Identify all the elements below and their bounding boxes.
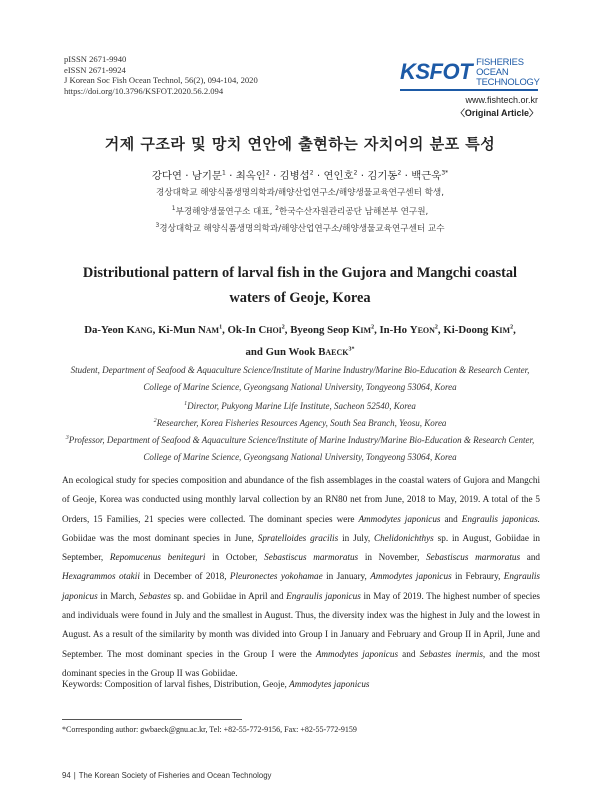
author-name: 최옥인 — [235, 170, 266, 182]
abstract-text: sp. and Gobiidae in April and — [170, 590, 287, 601]
author-separator: · — [401, 170, 412, 182]
logo-underline — [400, 89, 538, 91]
article-type: 〈Original Article〉 — [455, 108, 538, 118]
journal-meta — [64, 54, 258, 96]
author-name: Ki-Doong Kim — [443, 324, 511, 336]
species-name: Sebastes — [139, 590, 171, 601]
author-sup: 2 — [309, 169, 314, 177]
footnote-divider — [62, 719, 242, 720]
author-separator: · — [357, 170, 368, 182]
english-title-line1: Distributional pattern of larval fish in the Gujora and Mangchi coastal — [82, 265, 518, 281]
english-authors-line2 — [0, 341, 600, 363]
author-name: 강다연 — [151, 170, 182, 182]
author-name: Byeong Seop Kim — [290, 324, 372, 336]
abstract-text: in November, — [358, 552, 427, 563]
english-affiliation-1 — [0, 362, 600, 396]
footer-separator: | — [73, 771, 76, 780]
affil-text: 부경해양생물연구소 대표, — [175, 207, 276, 217]
abstract-text: and — [520, 552, 541, 563]
author-name: 남기문 — [191, 170, 222, 182]
logo-mark: KSFOT — [400, 59, 473, 84]
affil-text: Researcher, Korea Fisheries Resources Agency, South Sea Branch, Yeosu, Korea — [156, 418, 447, 428]
species-name: Ammodytes japonicus — [358, 513, 441, 524]
author-sup: 2 — [265, 169, 270, 177]
logo-line2: TECHNOLOGY — [476, 76, 540, 87]
english-authors-line1: Da-Yeon Kang, Ki-Mun Nam$^1$, Ok-In Choi$^2$, Byeong Seop Kim$^2$, In-Ho Yeon$^2$, Ki-Doong Kim$^2$, — [84, 324, 516, 336]
species-name: Repomucenus beniteguri — [109, 552, 206, 563]
abstract-text: in October, — [205, 552, 265, 563]
pissn: pISSN 2671-9940 — [64, 54, 127, 64]
korean-title: 거제 구조라 및 망치 연안에 출현하는 자치어의 분포 특성 — [104, 135, 496, 153]
korean-authors — [0, 167, 600, 182]
author-separator: · — [225, 170, 236, 182]
abstract-text: in May of 2019. The highest number of species and individuals were found in July and the smallest in August. Thus, the diversity index was the highest in July and the lowest in August. As a result of the similarity by month was divided into Group I in January and February and Group II in April, June and September. The most dominant species in the Group I were the — [62, 590, 540, 659]
affil-text: College of Marine Science, Gyeongsang National University, Tongyeong 53064, Korea — [143, 382, 457, 392]
author-name: 김기동 — [367, 170, 398, 182]
korean-affiliation-2 — [0, 205, 600, 217]
affil-text: College of Marine Science, Gyeongsang National University, Tongyeong 53064, Korea — [143, 452, 457, 462]
author-name: In-Ho Yeon — [379, 324, 435, 336]
abstract-text: in Febraury, — [451, 571, 504, 582]
author-sup: 2 — [281, 324, 285, 331]
species-name: Engraulis japonicas. — [461, 513, 540, 524]
species-name: Chelidonichthys — [374, 532, 434, 543]
doi-link[interactable]: https://doi.org/10.3796/KSFOT.2020.56.2.094 — [64, 85, 224, 96]
keywords-label: Keywords: — [62, 679, 105, 689]
abstract-text: in March, — [97, 590, 140, 601]
author-separator: · — [313, 170, 324, 182]
corresponding-author-footnote: *Corresponding author: gwbaeck@gnu.ac.kr, Tel: +82-55-772-9156, Fax: +82-55-772-9159 — [62, 725, 357, 734]
author-sup: 2 — [397, 169, 402, 177]
journal-citation: J Korean Soc Fish Ocean Technol, 56(2), 094-104, 2020 — [64, 75, 258, 86]
author-name: and Gun Wook Baeck — [245, 346, 349, 358]
author-sup: 3* — [441, 169, 449, 177]
author-sup: 1 — [219, 324, 223, 331]
species-name: Sebastes inermis, — [419, 648, 486, 659]
species-name: Sebastiscus marmoratus — [426, 552, 521, 563]
affil-text: Director, Pukyong Marine Life Institute, Sacheon 52540, Korea — [187, 401, 416, 411]
species-name: Hexagrammos otakii — [62, 571, 140, 582]
korean-affiliation-1: 경상대학교 해양식품생명의학과/해양산업연구소/해양생물교육연구센터 학생, — [156, 188, 444, 198]
species-name: Ammodytes japonicus — [315, 648, 399, 659]
author-separator: · — [269, 170, 280, 182]
english-authors — [0, 319, 600, 363]
affil-text: Professor, Department of Seafood & Aquaculture Science/Institute of Marine Industry/Marine Bio-Education & Research Center, — [68, 435, 535, 445]
author-name: 연인호 — [323, 170, 354, 182]
journal-url[interactable]: www.fishtech.or.kr — [465, 95, 538, 105]
species-name: Pleuronectes yokohamae — [229, 571, 323, 582]
author-name: 김병섭 — [279, 170, 310, 182]
abstract-text: in January, — [322, 571, 371, 582]
eissn: eISSN 2671-9924 — [64, 64, 126, 75]
author-name: Ki-Mun Nam — [158, 324, 220, 336]
author-sup: 2 — [371, 324, 375, 331]
page-footer — [62, 771, 271, 780]
author-sup: 3* — [348, 346, 355, 353]
species-name: Sebastiscus marmoratus — [264, 552, 359, 563]
abstract-text: and the most dominant species in the Group II was Gobiidae. — [62, 648, 541, 678]
affil-text: Student, Department of Seafood & Aquaculture Science/Institute of Marine Industry/Marine Bio-Education & Research Center, — [70, 365, 530, 375]
author-sup: 2 — [353, 169, 358, 177]
logo-wordmark — [476, 57, 540, 87]
abstract — [62, 471, 540, 683]
author-name: Ok-In Choi — [227, 324, 282, 336]
society-name: The Korean Society of Fisheries and Ocean Technology — [78, 771, 272, 780]
abstract-text: and — [398, 648, 420, 659]
abstract-text: An ecological study for species composition and abundance of the fish assemblages in the coastal waters of Gujora and Mangchi of Geoje, Korea was conducted using monthly larval collection by an RN80 net from June, 2018 to May, 2019. A total of the 5 Orders, 15 Families, 21 species were collected. The dominant species were — [62, 475, 540, 524]
affil-sup: 3 — [65, 435, 69, 441]
journal-logo — [400, 57, 538, 119]
english-affiliation-2 — [0, 398, 600, 415]
species-name: Engraulis japonicus — [62, 571, 541, 601]
affil-text: 경상대학교 해양식품생명의학과/해양산업연구소/해양생물교육연구센터 교수 — [159, 224, 445, 234]
species-name: Engraulis japonicus — [286, 590, 361, 601]
affil-text: 한국수산자원관리공단 남해본부 연구원, — [278, 207, 429, 217]
page-number: 94 — [62, 771, 71, 780]
abstract-text: sp. in August, Gobiidae in September, — [62, 532, 540, 563]
affil-sup: 1 — [171, 205, 176, 213]
author-sup: 2 — [434, 324, 438, 331]
keywords-species: Ammodytes japonicus — [289, 679, 370, 689]
korean-affiliation-3 — [0, 222, 600, 234]
affil-sup: 3 — [155, 222, 160, 230]
abstract-text: in December of 2018, — [139, 571, 230, 582]
abstract-text: and — [440, 513, 462, 524]
abstract-text: Gobiidae was the most dominant species in June, — [62, 532, 258, 543]
author-sup: 1 — [221, 169, 226, 177]
species-name: Spratelloides gracilis — [257, 532, 339, 543]
logo-line1: FISHERIES OCEAN — [476, 56, 524, 77]
author-name: 백근욱 — [411, 170, 442, 182]
author-name: Da-Yeon Kang — [84, 324, 153, 336]
species-name: Ammodytes japonicus — [370, 571, 452, 582]
keywords — [62, 679, 540, 689]
affil-sup: 1 — [184, 401, 188, 407]
author-sup: 2 — [510, 324, 514, 331]
english-affiliation-3 — [0, 415, 600, 432]
english-title-line2: waters of Geoje, Korea — [229, 290, 371, 306]
affil-sup: 2 — [275, 205, 279, 213]
english-title — [0, 261, 600, 311]
english-affiliation-4 — [0, 432, 600, 466]
abstract-text: in July, — [338, 532, 375, 543]
keywords-list: Composition of larval fishes, Distribution, Geoje, — [104, 679, 290, 689]
author-separator: · — [181, 170, 192, 182]
affil-sup: 2 — [153, 418, 157, 424]
